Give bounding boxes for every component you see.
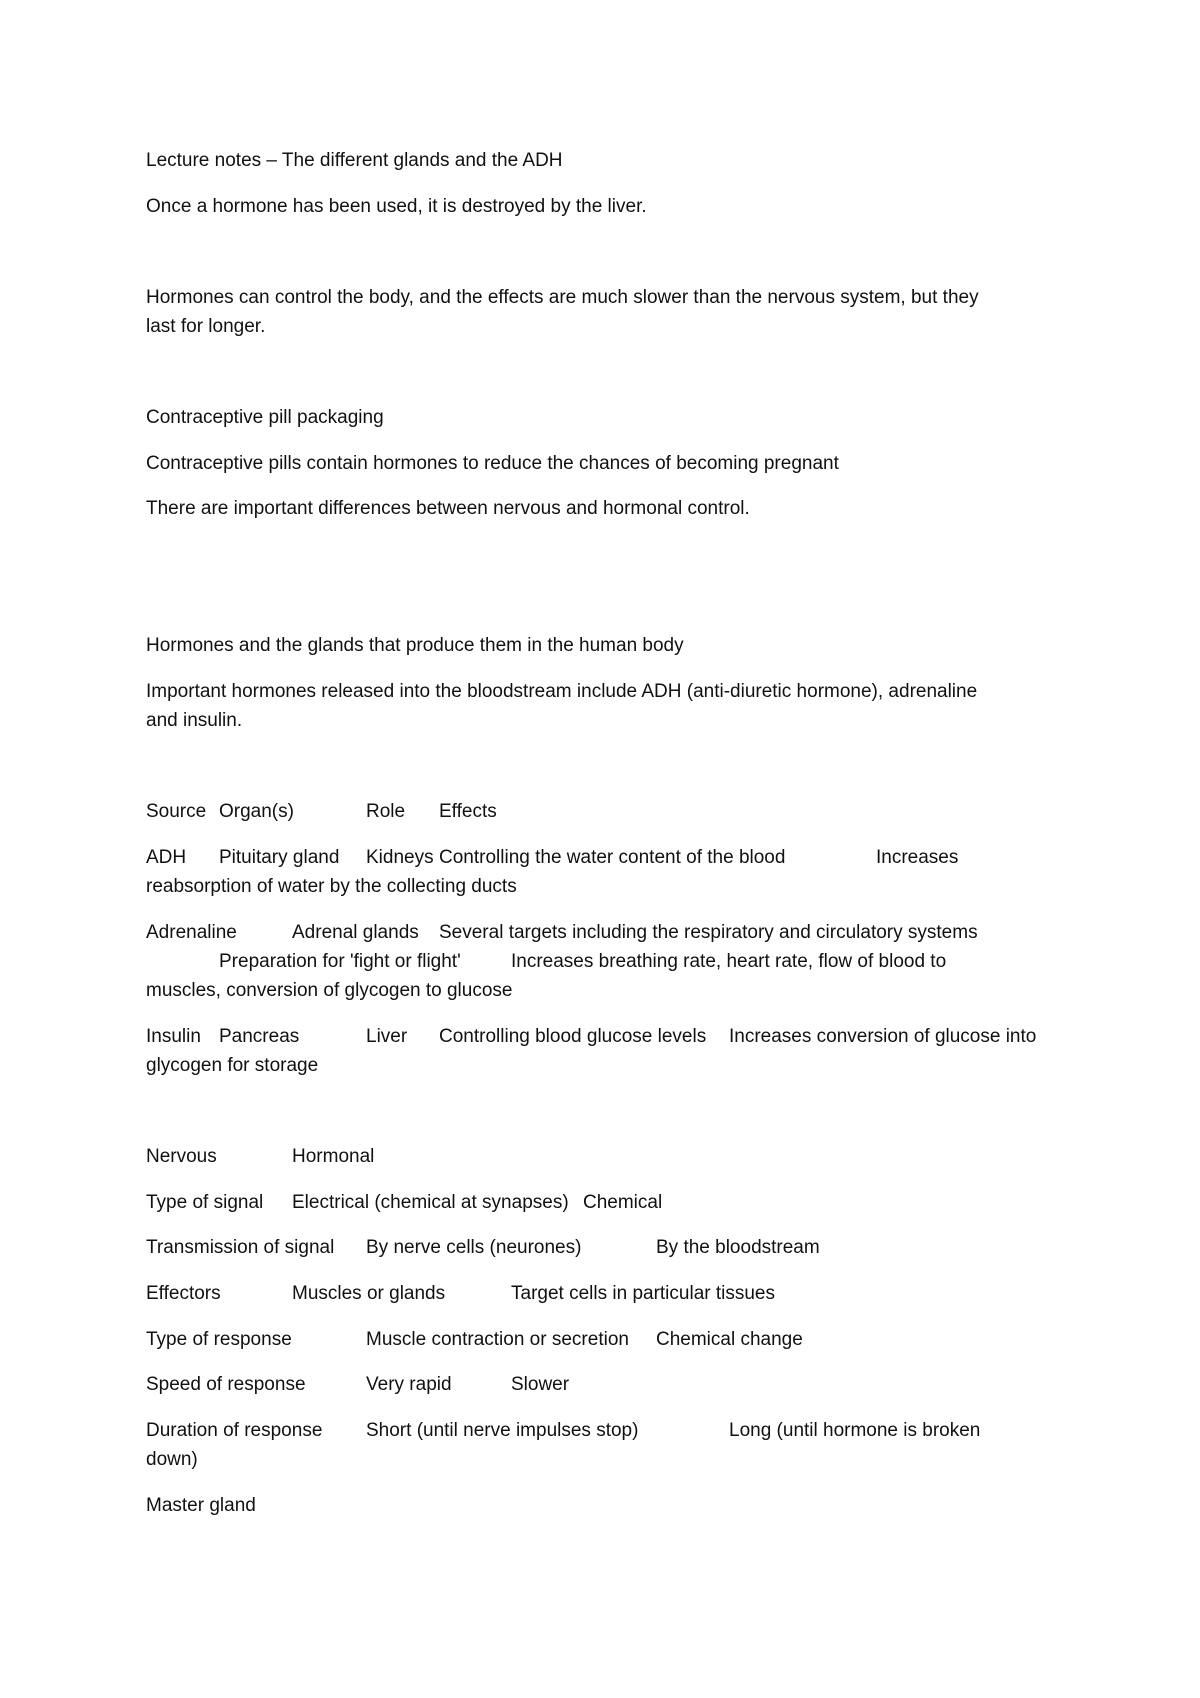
header-organs: Organ(s): [219, 801, 294, 822]
pill-text: Contraceptive pills contain hormones to reduce the chances of becoming pregnant: [146, 453, 839, 474]
insulin-effect-cont: glycogen for storage: [146, 1055, 319, 1076]
row-hormonal-cont: down): [146, 1449, 198, 1470]
insulin-effect-start: Increases conversion of glucose into: [729, 1026, 1037, 1047]
row-hormonal: By the bloodstream: [656, 1237, 820, 1258]
row-nervous: Electrical (chemical at synapses): [292, 1192, 569, 1213]
row-hormonal: Slower: [511, 1374, 570, 1395]
hormones-control-line-2: last for longer.: [146, 316, 266, 337]
adh-effect-cont: reabsorption of water by the collecting ducts: [146, 876, 517, 897]
liver-note: Once a hormone has been used, it is destroyed by the liver.: [146, 196, 647, 217]
important-hormones-line-2: and insulin.: [146, 710, 243, 731]
document-title: Lecture notes – The different glands and the ADH: [146, 150, 563, 171]
adh-effect-start: Increases: [876, 847, 959, 868]
row-nervous: Short (until nerve impulses stop): [366, 1420, 639, 1441]
row-label: Type of response: [146, 1329, 292, 1350]
row-hormonal: Long (until hormone is broken: [729, 1420, 981, 1441]
glands-heading: Hormones and the glands that produce them in the human body: [146, 635, 684, 656]
row-label: Type of signal: [146, 1192, 264, 1213]
adrenaline-effect-cont: muscles, conversion of glycogen to glucose: [146, 980, 513, 1001]
insulin-role: Controlling blood glucose levels: [439, 1026, 707, 1047]
row-nervous: Very rapid: [366, 1374, 452, 1395]
adrenaline-hormone: Adrenaline: [146, 922, 237, 943]
hormones-control-line-1: Hormones can control the body, and the effects are much slower than the nervous system, but they: [146, 287, 979, 308]
insulin-organs: Liver: [366, 1026, 408, 1047]
insulin-hormone: Insulin: [146, 1026, 201, 1047]
header-role: Role: [366, 801, 406, 822]
row-nervous: By nerve cells (neurones): [366, 1237, 582, 1258]
pill-heading: Contraceptive pill packaging: [146, 407, 384, 428]
adh-hormone: ADH: [146, 847, 187, 868]
header-nervous: Nervous: [146, 1146, 217, 1167]
adrenaline-source: Adrenal glands: [292, 922, 419, 943]
master-gland-heading: Master gland: [146, 1495, 256, 1516]
row-label: Transmission of signal: [146, 1237, 335, 1258]
insulin-source: Pancreas: [219, 1026, 300, 1047]
row-nervous: Muscles or glands: [292, 1283, 446, 1304]
row-nervous: Muscle contraction or secretion: [366, 1329, 629, 1350]
row-hormonal: Chemical: [583, 1192, 663, 1213]
row-label: Duration of response: [146, 1420, 323, 1441]
adrenaline-effect-start: Increases breathing rate, heart rate, flow of blood to: [511, 951, 947, 972]
differences-text: There are important differences between nervous and hormonal control.: [146, 498, 750, 519]
adrenaline-role: Preparation for 'fight or flight': [219, 951, 461, 972]
adh-role: Controlling the water content of the blood: [439, 847, 786, 868]
row-label: Effectors: [146, 1283, 221, 1304]
row-label: Speed of response: [146, 1374, 306, 1395]
row-hormonal: Target cells in particular tissues: [511, 1283, 775, 1304]
important-hormones-line-1: Important hormones released into the bloodstream include ADH (anti-diuretic hormone), adrenaline: [146, 681, 978, 702]
header-hormonal: Hormonal: [292, 1146, 375, 1167]
adh-organs: Kidneys: [366, 847, 434, 868]
adh-source: Pituitary gland: [219, 847, 340, 868]
header-effects: Effects: [439, 801, 497, 822]
header-source: Source: [146, 801, 207, 822]
row-hormonal: Chemical change: [656, 1329, 803, 1350]
adrenaline-organs: Several targets including the respiratory and circulatory systems: [439, 922, 978, 943]
